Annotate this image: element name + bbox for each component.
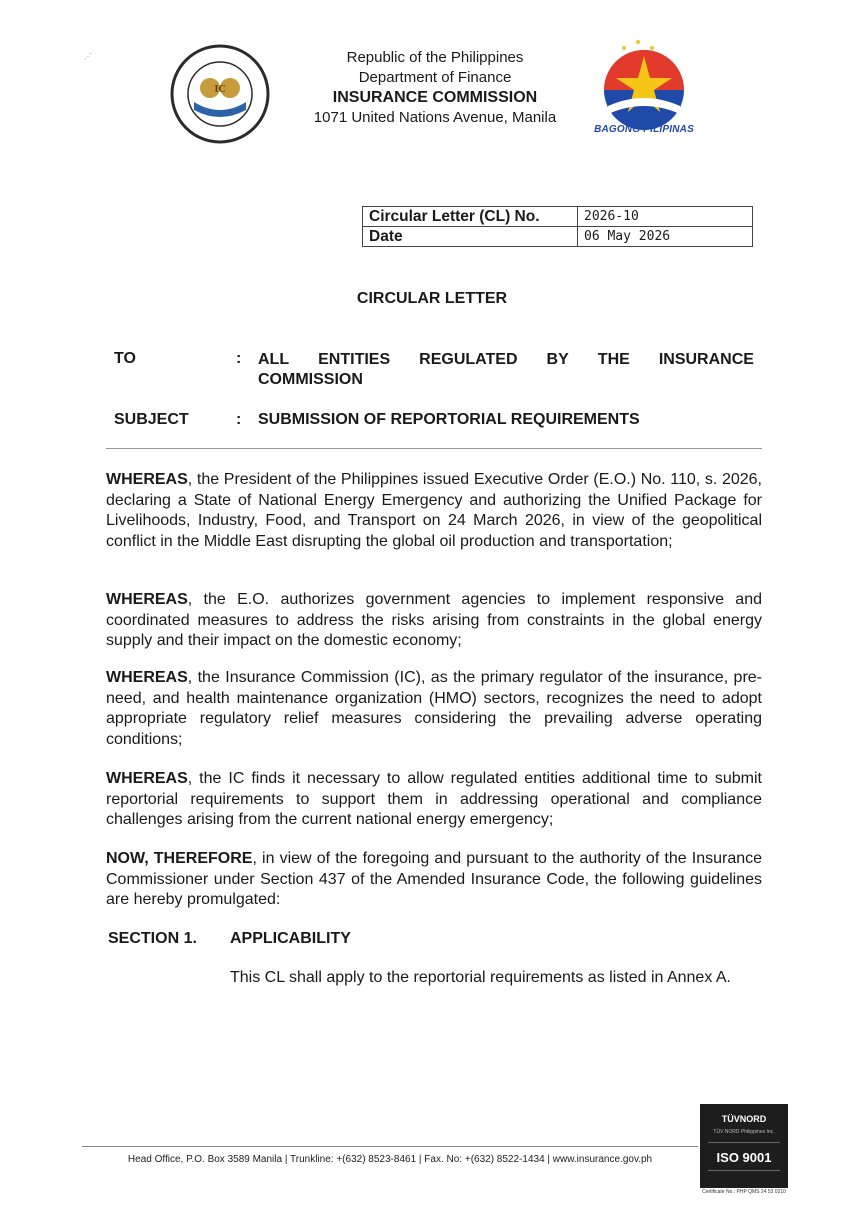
now-therefore-paragraph	[106, 849, 762, 911]
iso-standard: ISO 9001	[716, 1150, 772, 1165]
section-heading: APPLICABILITY	[230, 930, 351, 947]
iso-certification-badge	[700, 1104, 788, 1188]
cl-number-value: 2026-10	[578, 207, 753, 227]
whereas-paragraph	[106, 668, 762, 750]
paragraph-lead: WHEREAS	[106, 591, 188, 608]
paragraph-text: , the Insurance Commission (IC), as the primary regulator of the insurance, pre-need, and health maintenance organization (HMO) sectors, recognizes the need to adopt appropriate regulatory relief measures considering the prevailing adverse operating conditions;	[106, 669, 762, 748]
paragraph-lead: WHEREAS	[106, 770, 188, 787]
whereas-paragraph	[106, 470, 762, 552]
date-label: Date	[363, 227, 578, 247]
header-divider	[106, 448, 762, 449]
to-value	[258, 350, 754, 390]
circular-meta-table	[362, 206, 753, 247]
svg-text:IC: IC	[214, 84, 226, 95]
scan-mark: ⋰	[84, 52, 92, 61]
paragraph-text: , the President of the Philippines issued Executive Order (E.O.) No. 110, s. 2026, declaring a State of National Energy Emergency and authorizing the Unified Package for Livelihoods, Industry, Food, and Transport on 24 March 2026, in view of the geopolitical conflict in the Middle East disrupting the global oil production and transportation;	[106, 471, 762, 550]
subject-value: SUBMISSION OF REPORTORIAL REQUIREMENTS	[258, 411, 640, 428]
to-line-1	[258, 350, 754, 370]
to-label: TO	[114, 350, 136, 367]
date-value: 06 May 2026	[578, 227, 753, 247]
paragraph-lead: WHEREAS	[106, 471, 188, 488]
section-number: SECTION 1.	[108, 930, 197, 947]
to-colon: :	[236, 350, 242, 367]
paragraph-text: , the IC finds it necessary to allow regulated entities additional time to submit reportorial requirements to support them in addressing operational and compliance challenges arising from the current national energy emergency;	[106, 770, 762, 828]
iso-company: TÜV NORD Philippines Inc.	[713, 1129, 775, 1135]
subject-label: SUBJECT	[114, 411, 189, 428]
certificate-number: Certificate No.: PHP QMS 24 53 0210	[702, 1189, 786, 1195]
date-row	[363, 227, 753, 247]
document-title: CIRCULAR LETTER	[356, 290, 508, 307]
to-word: BY	[546, 351, 569, 368]
to-line-2: COMMISSION	[258, 371, 363, 388]
paragraph-text: , in view of the foregoing and pursuant to the authority of the Insurance Commissioner under Section 437 of the Amended Insurance Code, the following guidelines are hereby promulgated:	[106, 850, 763, 908]
bagong-pilipinas-text: BAGONG PILIPINAS	[594, 124, 694, 135]
subject-colon: :	[236, 411, 242, 428]
to-word: THE	[597, 351, 630, 368]
agency-name: INSURANCE COMMISSION	[332, 89, 538, 106]
letterhead	[290, 48, 580, 128]
to-word: ALL	[258, 351, 290, 368]
paragraph-text: , the E.O. authorizes government agencies to implement responsive and coordinated measures to address the risks arising from constraints in the global energy supply and their impact on the domestic economy;	[106, 591, 762, 649]
department-line: Department of Finance	[358, 69, 512, 86]
insurance-commission-seal	[162, 44, 278, 144]
whereas-paragraph	[106, 769, 762, 831]
agency-address: 1071 United Nations Avenue, Manila	[313, 109, 557, 126]
footer-divider	[82, 1146, 698, 1147]
whereas-paragraph	[106, 590, 762, 652]
footer-contact: Head Office, P.O. Box 3589 Manila | Trunkline: +(632) 8523-8461 | Fax. No: +(632) 8522-1434 | www.insurance.gov.ph	[127, 1154, 653, 1165]
iso-divider	[708, 1170, 780, 1171]
to-word: REGULATED	[419, 351, 518, 368]
paragraph-lead: WHEREAS	[106, 669, 188, 686]
republic-line: Republic of the Philippines	[346, 49, 524, 66]
cl-number-row	[363, 207, 753, 227]
iso-divider	[708, 1142, 780, 1143]
paragraph-lead: NOW, THEREFORE	[106, 850, 253, 867]
cl-number-label: Circular Letter (CL) No.	[363, 207, 578, 227]
iso-brand: TÜVNORD	[721, 1114, 767, 1124]
section-body: This CL shall apply to the reportorial requirements as listed in Annex A.	[230, 969, 731, 986]
to-word: INSURANCE	[658, 351, 754, 368]
to-word: ENTITIES	[318, 351, 391, 368]
